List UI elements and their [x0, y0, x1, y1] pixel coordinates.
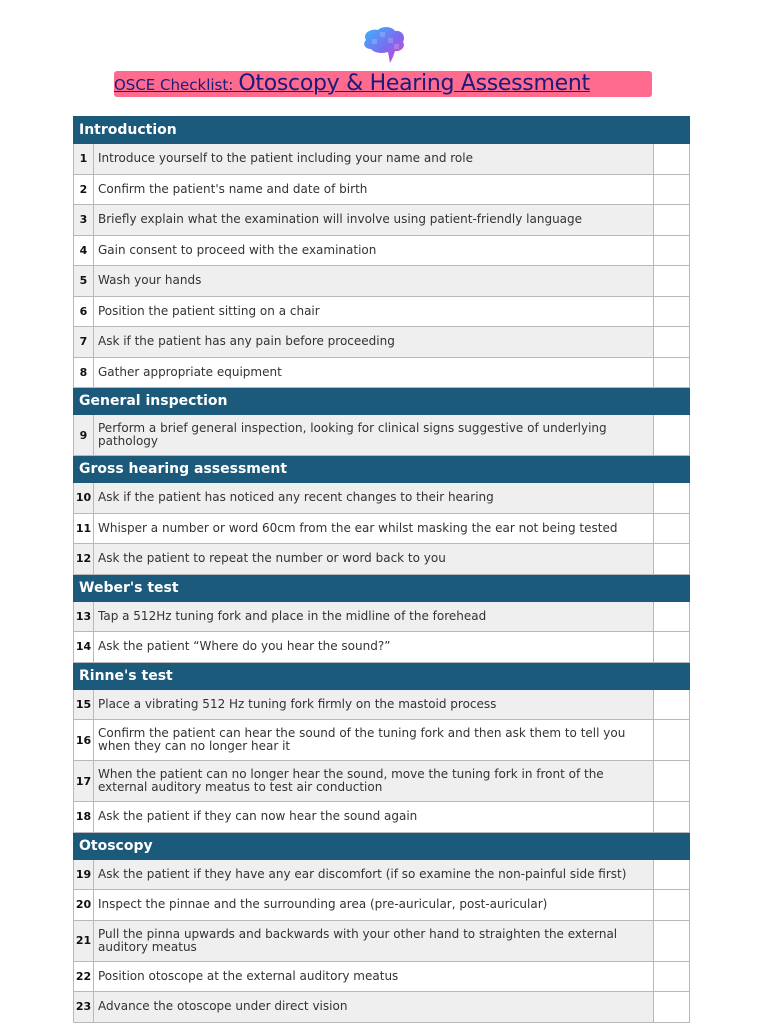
item-text: Ask the patient if they have any ear discomfort (if so examine the non-painful side first)	[94, 859, 654, 890]
check-box[interactable]	[653, 720, 689, 761]
item-text: Wash your hands	[94, 266, 654, 297]
checklist-row	[74, 601, 690, 632]
checklist-row	[74, 174, 690, 205]
item-number: 1	[74, 144, 94, 175]
section-heading: General inspection	[74, 388, 690, 415]
item-number: 6	[74, 296, 94, 327]
checklist-row	[74, 859, 690, 890]
check-box[interactable]	[653, 327, 689, 358]
item-text: Perform a brief general inspection, looking for clinical signs suggestive of underlying pathology	[94, 415, 654, 456]
check-box[interactable]	[653, 601, 689, 632]
check-box[interactable]	[653, 920, 689, 961]
section-header	[74, 574, 690, 601]
item-number: 10	[74, 483, 94, 514]
checklist-row	[74, 544, 690, 575]
section-heading: Rinne's test	[74, 662, 690, 689]
checklist-table	[73, 116, 690, 1023]
item-text: Position otoscope at the external auditory meatus	[94, 961, 654, 992]
checklist-row	[74, 205, 690, 236]
checklist-row	[74, 720, 690, 761]
checklist-row	[74, 761, 690, 802]
item-number: 23	[74, 992, 94, 1023]
item-number: 13	[74, 601, 94, 632]
checklist-row	[74, 890, 690, 921]
item-text: Place a vibrating 512 Hz tuning fork firmly on the mastoid process	[94, 689, 654, 720]
item-number: 12	[74, 544, 94, 575]
item-number: 22	[74, 961, 94, 992]
item-text: Ask the patient if they can now hear the sound again	[94, 802, 654, 833]
section-header	[74, 662, 690, 689]
check-box[interactable]	[653, 689, 689, 720]
page-title	[114, 71, 652, 97]
section-header	[74, 388, 690, 415]
item-number: 3	[74, 205, 94, 236]
item-text: Briefly explain what the examination will involve using patient-friendly language	[94, 205, 654, 236]
title-prefix: OSCE Checklist:	[114, 76, 234, 94]
item-number: 14	[74, 632, 94, 663]
item-number: 8	[74, 357, 94, 388]
item-text: Pull the pinna upwards and backwards with your other hand to straighten the external auditory meatus	[94, 920, 654, 961]
check-box[interactable]	[653, 144, 689, 175]
section-heading: Otoscopy	[74, 832, 690, 859]
item-text: Ask the patient to repeat the number or word back to you	[94, 544, 654, 575]
brain-logo-icon	[360, 26, 408, 64]
item-number: 9	[74, 415, 94, 456]
section-header	[74, 832, 690, 859]
checklist-row	[74, 296, 690, 327]
item-text: Ask the patient “Where do you hear the sound?”	[94, 632, 654, 663]
check-box[interactable]	[653, 890, 689, 921]
check-box[interactable]	[653, 544, 689, 575]
section-header	[74, 117, 690, 144]
checklist-row	[74, 483, 690, 514]
item-text: Gain consent to proceed with the examination	[94, 235, 654, 266]
item-number: 16	[74, 720, 94, 761]
item-text: Introduce yourself to the patient including your name and role	[94, 144, 654, 175]
item-text: Confirm the patient's name and date of birth	[94, 174, 654, 205]
check-box[interactable]	[653, 859, 689, 890]
section-header	[74, 456, 690, 483]
checklist-row	[74, 327, 690, 358]
checklist-row	[74, 992, 690, 1023]
item-number: 4	[74, 235, 94, 266]
item-text: Ask if the patient has noticed any recent changes to their hearing	[94, 483, 654, 514]
item-text: When the patient can no longer hear the sound, move the tuning fork in front of the external auditory meatus to test air conduction	[94, 761, 654, 802]
check-box[interactable]	[653, 483, 689, 514]
check-box[interactable]	[653, 296, 689, 327]
item-text: Ask if the patient has any pain before proceeding	[94, 327, 654, 358]
check-box[interactable]	[653, 761, 689, 802]
check-box[interactable]	[653, 205, 689, 236]
item-number: 17	[74, 761, 94, 802]
checklist-row	[74, 144, 690, 175]
check-box[interactable]	[653, 992, 689, 1023]
checklist-row	[74, 513, 690, 544]
item-text: Tap a 512Hz tuning fork and place in the midline of the forehead	[94, 601, 654, 632]
check-box[interactable]	[653, 235, 689, 266]
item-number: 20	[74, 890, 94, 921]
section-heading: Introduction	[74, 117, 690, 144]
checklist-row	[74, 920, 690, 961]
item-text: Gather appropriate equipment	[94, 357, 654, 388]
item-text: Confirm the patient can hear the sound of the tuning fork and then ask them to tell you when they can no longer hear it	[94, 720, 654, 761]
section-heading: Weber's test	[74, 574, 690, 601]
check-box[interactable]	[653, 802, 689, 833]
checklist-row	[74, 415, 690, 456]
check-box[interactable]	[653, 266, 689, 297]
checklist-row	[74, 357, 690, 388]
item-text: Advance the otoscope under direct vision	[94, 992, 654, 1023]
check-box[interactable]	[653, 415, 689, 456]
item-number: 11	[74, 513, 94, 544]
item-number: 21	[74, 920, 94, 961]
checklist-row	[74, 266, 690, 297]
check-box[interactable]	[653, 174, 689, 205]
check-box[interactable]	[653, 961, 689, 992]
item-text: Whisper a number or word 60cm from the ear whilst masking the ear not being tested	[94, 513, 654, 544]
item-number: 2	[74, 174, 94, 205]
checklist-row	[74, 802, 690, 833]
item-number: 19	[74, 859, 94, 890]
checklist-row	[74, 235, 690, 266]
checklist-row	[74, 689, 690, 720]
item-number: 18	[74, 802, 94, 833]
item-number: 15	[74, 689, 94, 720]
item-text: Inspect the pinnae and the surrounding area (pre-auricular, post-auricular)	[94, 890, 654, 921]
section-heading: Gross hearing assessment	[74, 456, 690, 483]
checklist-row	[74, 632, 690, 663]
check-box[interactable]	[653, 357, 689, 388]
check-box[interactable]	[653, 513, 689, 544]
item-number: 7	[74, 327, 94, 358]
title-main: Otoscopy & Hearing Assessment	[238, 71, 590, 96]
item-number: 5	[74, 266, 94, 297]
checklist-row	[74, 961, 690, 992]
item-text: Position the patient sitting on a chair	[94, 296, 654, 327]
check-box[interactable]	[653, 632, 689, 663]
